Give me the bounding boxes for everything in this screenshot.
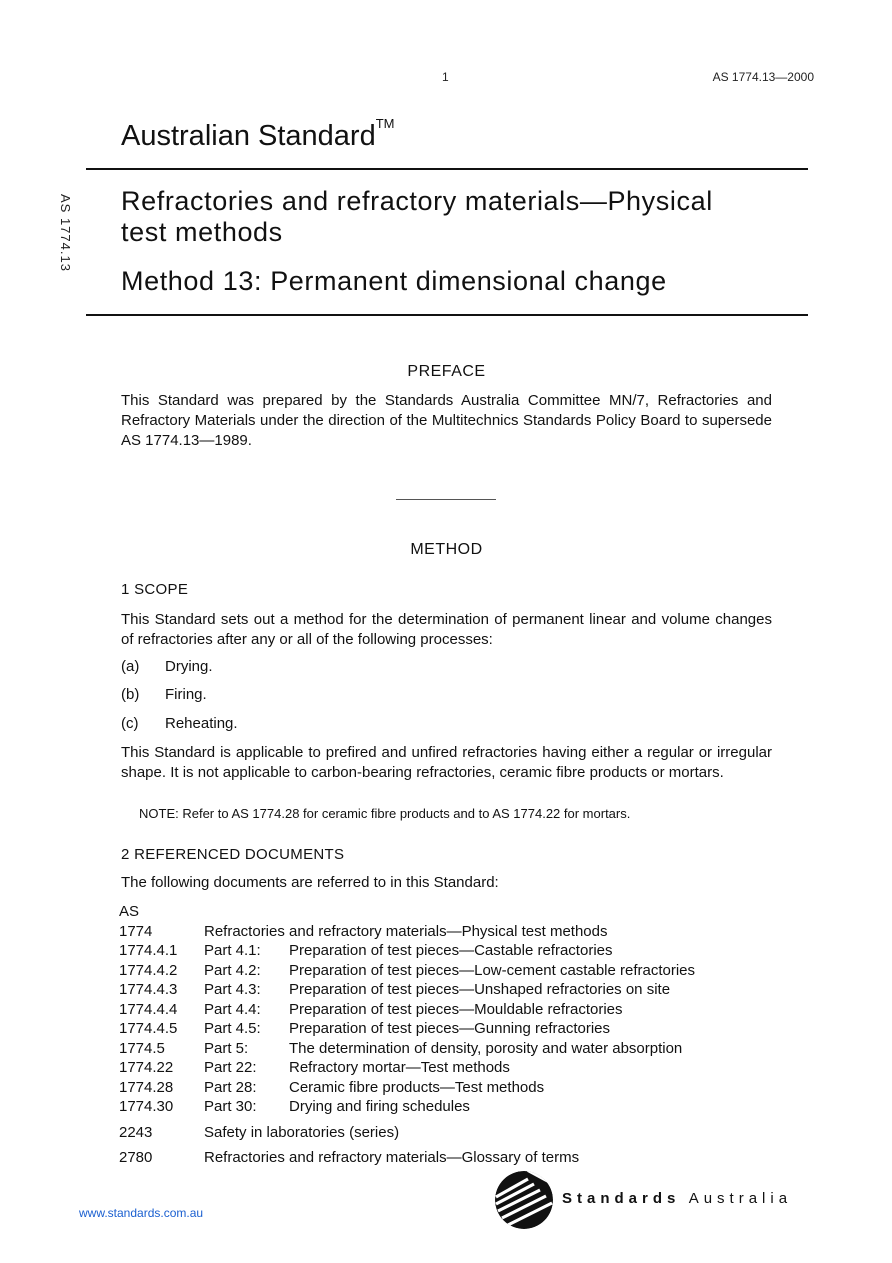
doc-number: 2243 — [119, 1123, 153, 1141]
top-rule — [86, 168, 808, 170]
logo-word-australia: Australia — [688, 1190, 793, 1207]
doc-title: Ceramic fibre products—Test methods — [289, 1078, 545, 1096]
references-table — [119, 902, 819, 1168]
trademark-mark: TM — [375, 116, 395, 131]
list-item-label: (c) — [121, 715, 139, 732]
doc-part: Part 4.3: — [204, 981, 261, 998]
doc-part: Part 5: — [204, 1039, 249, 1057]
doc-title: Refractory mortar—Test methods — [289, 1059, 510, 1076]
doc-number: 2780 — [119, 1149, 153, 1166]
table-row — [119, 1148, 819, 1168]
doc-number: 1774.28 — [119, 1078, 174, 1096]
scope-note: NOTE: Refer to AS 1774.28 for ceramic fibre products and to AS 1774.22 for mortars. — [139, 806, 631, 821]
method-heading: METHOD — [410, 541, 483, 558]
doc-number: 1774.4.3 — [119, 981, 178, 998]
preface-heading: PREFACE — [407, 363, 486, 380]
list-item-label: (a) — [121, 658, 140, 675]
doc-title: The determination of density, porosity and water absorption — [289, 1039, 683, 1057]
table-row — [119, 922, 819, 942]
doc-number: 1774.30 — [119, 1098, 174, 1115]
doc-number: 1774 — [119, 922, 153, 940]
doc-number: 1774.22 — [119, 1059, 174, 1076]
doc-title: Preparation of test pieces—Low-cement castable refractories — [289, 961, 696, 979]
scope-heading: 1 SCOPE — [121, 581, 189, 598]
doc-title: Drying and firing schedules — [289, 1098, 470, 1115]
doc-part: Part 4.2: — [204, 961, 261, 979]
title-line-2: test methods — [121, 217, 283, 247]
side-designation: AS 1774.13 — [58, 194, 73, 272]
references-heading: 2 REFERENCED DOCUMENTS — [121, 846, 345, 863]
doc-number: 1774.5 — [119, 1039, 165, 1057]
doc-title: Refractories and refractory materials—Glossary of terms — [204, 1149, 580, 1166]
list-item — [121, 658, 213, 675]
list-item-text: Drying. — [165, 658, 213, 675]
doc-number: 1774.4.4 — [119, 1000, 178, 1018]
list-item-label: (b) — [121, 686, 140, 703]
table-row — [119, 961, 819, 981]
logo-word-standards: Standards — [562, 1190, 681, 1207]
table-row — [119, 1019, 819, 1039]
doc-title: Refractories and refractory materials—Physical test methods — [204, 922, 608, 940]
page-number: 1 — [442, 70, 449, 84]
brand-name: Australian Standard — [121, 120, 376, 152]
list-item-text: Reheating. — [165, 715, 238, 732]
brand-title — [121, 116, 395, 153]
doc-title: Preparation of test pieces—Unshaped refractories on site — [289, 981, 671, 998]
scope-applicability: This Standard is applicable to prefired and unfired refractories having either a regular or irregular shape. It is not applicable to carbon-bearing refractories, ceramic fibre products or mortars. — [121, 744, 772, 781]
preface-text: This Standard was prepared by the Standards Australia Committee MN/7, Refractories and Refractory Materials under the direction of the Multitechnics Standards Policy Board to supersede AS 1774.13—1989. — [121, 392, 772, 449]
list-item — [121, 686, 207, 703]
references-intro: The following documents are referred to in this Standard: — [121, 874, 499, 891]
doc-title: Preparation of test pieces—Castable refractories — [289, 942, 613, 959]
title-line-1: Refractories and refractory materials—Physical — [121, 186, 713, 216]
table-row — [119, 1039, 819, 1059]
doc-number: 1774.4.1 — [119, 942, 178, 959]
doc-part: Part 4.5: — [204, 1020, 261, 1037]
doc-part: Part 28: — [204, 1078, 257, 1096]
doc-number: 1774.4.5 — [119, 1020, 178, 1037]
doc-part: Part 4.4: — [204, 1000, 261, 1018]
table-row — [119, 1058, 819, 1078]
doc-part: Part 22: — [204, 1059, 257, 1076]
title-bottom-rule — [86, 314, 808, 316]
scope-intro: This Standard sets out a method for the determination of permanent linear and volume changes of refractories after any or all of the following processes: — [121, 611, 772, 648]
doc-number: 1774.4.2 — [119, 961, 178, 979]
standard-designation: AS 1774.13—2000 — [712, 70, 814, 84]
table-row — [119, 980, 819, 1000]
method-title: Method 13: Permanent dimensional change — [121, 266, 667, 296]
table-row — [119, 902, 819, 922]
doc-part: Part 30: — [204, 1098, 257, 1115]
table-row — [119, 1078, 819, 1098]
standards-australia-logo-icon — [494, 1170, 554, 1230]
table-row — [119, 1000, 819, 1020]
doc-part: Part 4.1: — [204, 942, 261, 959]
table-row — [119, 941, 819, 961]
series-label: AS — [119, 903, 140, 920]
table-row — [119, 1123, 819, 1143]
section-divider — [396, 499, 496, 500]
standards-australia-logo-text — [562, 1190, 792, 1207]
table-row — [119, 1097, 819, 1117]
website-link[interactable]: www.standards.com.au — [79, 1206, 204, 1220]
document-title — [121, 186, 713, 248]
doc-title: Preparation of test pieces—Mouldable refractories — [289, 1000, 623, 1018]
list-item-text: Firing. — [165, 686, 207, 703]
doc-title: Preparation of test pieces—Gunning refractories — [289, 1020, 610, 1037]
list-item — [121, 715, 238, 732]
doc-title: Safety in laboratories (series) — [204, 1123, 400, 1141]
